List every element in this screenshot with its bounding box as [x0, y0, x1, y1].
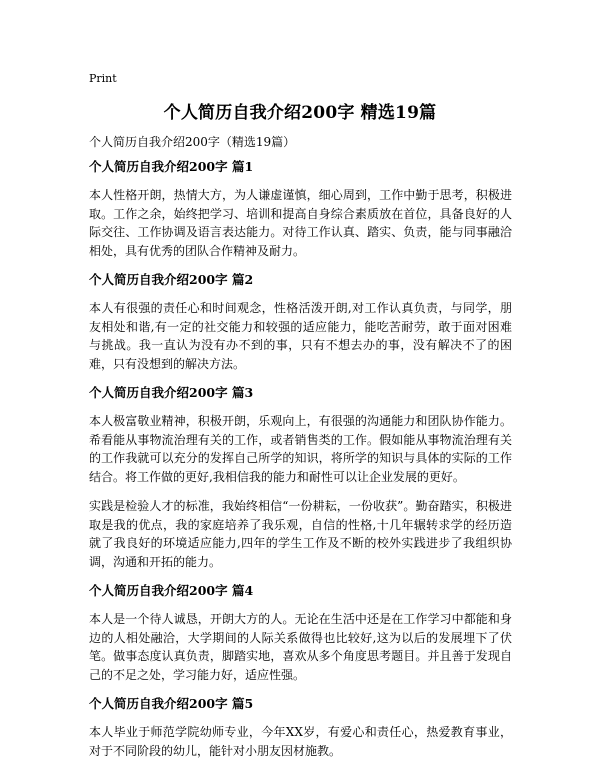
paragraph: 本人是一个待人诚恳，开朗大方的人。无论在生活中还是在工作学习中都能和身边的人相处融洽，大学期间的人际关系做得也比较好,这为以后的发展埋下了伏笔。做事态度认真负责，脚踏实地，喜欢从多个角度思考题目。并且善于发现自己的不足之处，学习能力好，适应性强。: [89, 612, 512, 682]
print-link[interactable]: Print: [89, 72, 117, 85]
section-heading: 个人简历自我介绍200字 篇2: [89, 272, 254, 287]
section-heading: 个人简历自我介绍200字 篇4: [89, 583, 254, 598]
paragraph: 实践是检验人才的标准，我始终相信“一份耕耘，一份收获”。勤奋踏实，积极进取是我的优点，我的家庭培养了我乐观，自信的性格,十几年辗转求学的经历造就了我良好的环境适应能力,四年的学生工作及不断的校外实践进步了我组织协调，沟通和开拓的能力。: [89, 499, 512, 569]
paragraph: 本人性格开朗，热情大方，为人谦虚谨慎，细心周到，工作中勤于思考，积极进取。工作之余，始终把学习、培训和提高自身综合素质放在首位，具备良好的人际交往、工作协调及语言表达能力。对待工作认真、踏实、负责，能与同事融洽相处，具有优秀的团队合作精神及耐力。: [89, 188, 512, 258]
document-title: 个人简历自我介绍200字 精选19篇: [163, 103, 437, 123]
section-heading: 个人简历自我介绍200字 篇3: [89, 385, 254, 400]
section-heading: 个人简历自我介绍200字 篇5: [89, 696, 254, 711]
document-content: [89, 158, 512, 771]
section-heading: 个人简历自我介绍200字 篇1: [89, 159, 254, 174]
paragraph: 本人极富敬业精神，积极开朗，乐观向上，有很强的沟通能力和团队协作能力。希看能从事物流治理有关的工作，或者销售类的工作。假如能从事物流治理有关的工作我就可以充分的发挥自己所学的知识，将所学的知识与具体的实际的工作结合。将工作做的更好,我相信我的能力和耐性可以让企业发展的更好。: [89, 414, 512, 484]
document-subtitle: 个人简历自我介绍200字（精选19篇）: [89, 135, 296, 149]
paragraph: 本人有很强的责任心和时间观念，性格活泼开朗,对工作认真负责，与同学，朋友相处和谐,有一定的社交能力和较强的适应能力，能吃苦耐劳，敢于面对困难与挑战。我一直认为没有办不到的事，只有不想去办的事，没有解决不了的困难，只有没想到的解决方法。: [89, 301, 512, 371]
paragraph: 本人毕业于师范学院幼师专业，今年XX岁，有爱心和责任心，热爱教育事业，对于不同阶段的幼儿，能针对小朋友因材施教。: [89, 725, 512, 758]
